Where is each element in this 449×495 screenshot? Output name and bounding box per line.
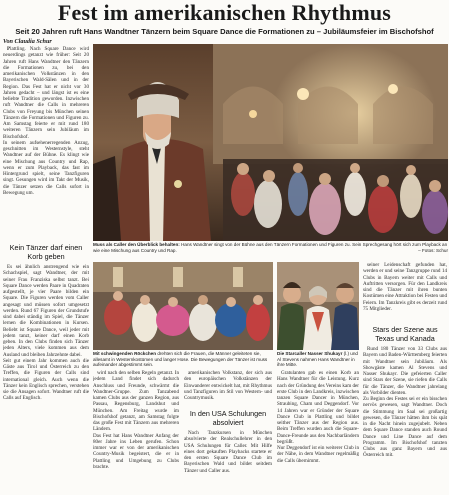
lower-right-photo xyxy=(277,262,359,350)
article-paragraph: wird nach den selben Regeln getanzt. In jedem Land findet sich dadurch Anschluss und Freunde, schwärmt die Wandtner-Gruppe. Zum Tanzabend kamen Clubs aus der ganzen Region, aus Passau, Regensburg, Landshut und München. Am Freitag wurde im Bischofshof getanzt, am Samstag folgte das große Fest mit Tänzern aus mehreren Ländern. Das Fest hat Hans Wandtner Anfang der 80er Jahre ins Leben gerufen. Schon immer war er von der amerikanischen Country-Musik begeistert, die er in Plattling und Umgebung zu Clubs brachte. xyxy=(93,370,179,470)
lower-left-caption xyxy=(93,351,273,368)
headline: Fest im amerikanischen Rhythmus xyxy=(57,0,392,25)
subhead-kein-taenzer: Kein Tänzer darf einen Korb geben xyxy=(9,243,83,261)
caption-lead: Muss als Caller den Überblick behalten: xyxy=(93,242,180,247)
main-photo xyxy=(93,44,448,241)
main-photo-caption xyxy=(93,242,448,258)
article-paragraph: Plattling. Nach Square Dance wird neuerdings getanzt wie früher: Seit 20 Jahren ruft Hans Wandtner den Tänzern die Formationen zu, bei den amerikanischen Volkstänzen in den Bayerischen Wald-Sälen und in der Region. Das Fest hat er nicht vor 30 Jahren gedacht – und längst ist es eine beliebte Tradition geworden. Inzwischen ruft Wandtner die Calls in mehreren Clubs von Freyung bis München seinen Tänzern die Formationen und Figuren zu. Am Samstag feierte er mit rund 180 weiteren Tänzern sein Jubiläum im Bischofshof. In seinem aufsehenerregenden Anzug, geschnitten im Westernstyle, steht Wandtner auf der Bühne. Es klingt wie eine Mischung aus Country und Rap, wenn er zum Playback, das fast im Hintergrund spielt, seine Tanzfiguren singt. Gesungen wird im Takt der Musik, die Tänzer setzen die Calls sofort in Bewegung um. xyxy=(3,46,89,196)
subhead-usa-schulungen: In den USA Schulungen absolviert xyxy=(189,409,267,427)
article-column-2 xyxy=(93,370,179,493)
subhead-stars-der-szene: Stars der Szene aus Texas und Kanada xyxy=(372,325,438,343)
article-column-4 xyxy=(277,370,359,493)
article-paragraph: Es sei ähnlich anstrengend wie ein Schachspiel, sagt Wandtner, der mit seiner Frau Franziska selbst tanzt. Bei Square Dance werden Paare in Quadraten aufgestellt, je vier Paare bilden ein Square. Die Figuren werden vom Caller angesagt und müssen sofort umgesetzt werden. Rund 67 Figuren der Grundstufe sind dabei ständig im Spiel, die Tänzer lernen die Kombinationen in Kursen. Beliebt ist Square Dance, weil jeder mit jedem tanzt, keiner darf einen Korb geben. In den Clubs finden sich Tänzer jeden Alters, viele kommen aus dem Ausland und bleiben Jahrzehnte dabei. Seit gut einem Jahr kommen auch die Gäste aus Tirol und Österreich zu den Treffen, die Figuren der Calls sind international gleich. Auch wenn die Tänzer kein Englisch sprechen, verstehen sie die Ansagen sofort. Wandtner ruft die Calls auf Englisch. xyxy=(3,264,89,402)
photo-credit: – Fotos: Schur xyxy=(418,247,448,253)
lower-right-caption xyxy=(277,351,359,368)
caption-lead: Die Starcaller Nasser Shukayr xyxy=(277,351,343,356)
caption-text: (l.) und Al Stevens nahmen Hans Wandtner in ihre Mitte. xyxy=(277,351,358,368)
dancing-couples-image xyxy=(93,262,273,350)
article-column-3-top xyxy=(184,370,272,410)
article-paragraph: Gratulanten gab es einen Korb an Hans Wandtner für die Leistung. Kurz nach der Gründung des Vereins kam der erste Club in den Landkreis, inzwischen tanzen Square Dancer in München, Straubing, Cham und Deggendorf. Vor 14 Jahren war er Gründer der Square Dance Club in Plattling und bildet seither Tänzer aus der Region aus. Beim Treffen wurden auch die Square-Dance-Freunde aus den Nachbarländern begrüßt. Nur Deggendorf ist ein weiterer Club in der Nähe, in dem Wandtner regelmäßig die Calls übernimmt. xyxy=(277,370,359,464)
lower-left-photo xyxy=(93,262,273,350)
article-column-5-top xyxy=(363,262,447,324)
article-column-1 xyxy=(3,46,89,241)
article-paragraph: seiner Leidenschaft gefunden hat, werden er und seine Tanzgruppe rund 14 Clubs in Bayern weiter mit Calls und Auftritten versorgen. Für den Landkreis sind die Tänzer mit ihren bunten Kostümen eine Attraktion bei Festen und Feiern. Im Tanzkreis gibt es derzeit rund 75 Mitglieder. xyxy=(363,262,447,312)
caption-text: Hans Wandtner singt von der Bühne aus den Tänzern Formationen und Figuren zu. Sein Sprechgesang hört sich zum Playback an wie eine Mischung aus Country und Rap. xyxy=(93,242,448,253)
article-paragraph: Nach Tanzkursen in München absolvierte der Realschullehrer in den USA Schulungen für Caller. Mit Hilfe eines dort gekauften Playbacks startete er den ersten Square Dance Club im Bayerischen Wald und bildet seitdem Tänzer und Caller aus. xyxy=(184,430,272,474)
article-column-3-bottom xyxy=(184,430,272,493)
subheadline: Seit 20 Jahren ruft Hans Wandtner Tänzern beim Square Dance die Formationen zu – Jubiläumsfeier im Bischofshof xyxy=(15,27,434,36)
article-column-1-lower xyxy=(3,264,89,493)
article-paragraph: amerikanischen Volkstanz, der sich aus den europäischen Volkstänzen der Einwanderer entwickelt hat, mit Rhythmus und Tanzfiguren im Stil von Western- und Countrymusik. xyxy=(184,370,272,401)
caption-text: drehten sich die Frauen, die Männer geleiteten sie, allesamt in Westernkostümen und langer Hose. Die Bewegungen der Tänzer ist muss aufeinander abgestimmt sein. xyxy=(93,351,268,368)
caller-on-stage-image xyxy=(93,44,448,241)
article-paragraph: Rund 180 Tänzer von 33 Clubs aus Bayern und Baden-Württemberg feierten mit Wandtner sein Jubiläum. Als Showgäste kamen Al Stevens und Nasser Shukayr. Die gefeierten Caller sind Stars der Szene, sie riefen die Calls für die Tänzer, die Wandtner jahrelang als Vorbilder dienten. Zu Beginn des Festes sei er ein bisschen nervös gewesen, sagt Wandtner. Doch die Stimmung im Saal sei großartig gewesen, die Tänzer hätten ihm bis spät in die Nacht hinein zugejubelt. Neben dem Square Dance standen auch Round Dance und Line Dance auf dem Programm. Im Bischofshof tanzten Clubs aus ganz Bayern und aus Österreich mit. xyxy=(363,346,447,459)
byline: Von Claudia Schur xyxy=(3,38,52,45)
article-column-5-bottom xyxy=(363,346,447,493)
starcaller-trio-image xyxy=(277,262,359,350)
caption-lead: Mit schwingenden Röckchen xyxy=(93,351,157,356)
